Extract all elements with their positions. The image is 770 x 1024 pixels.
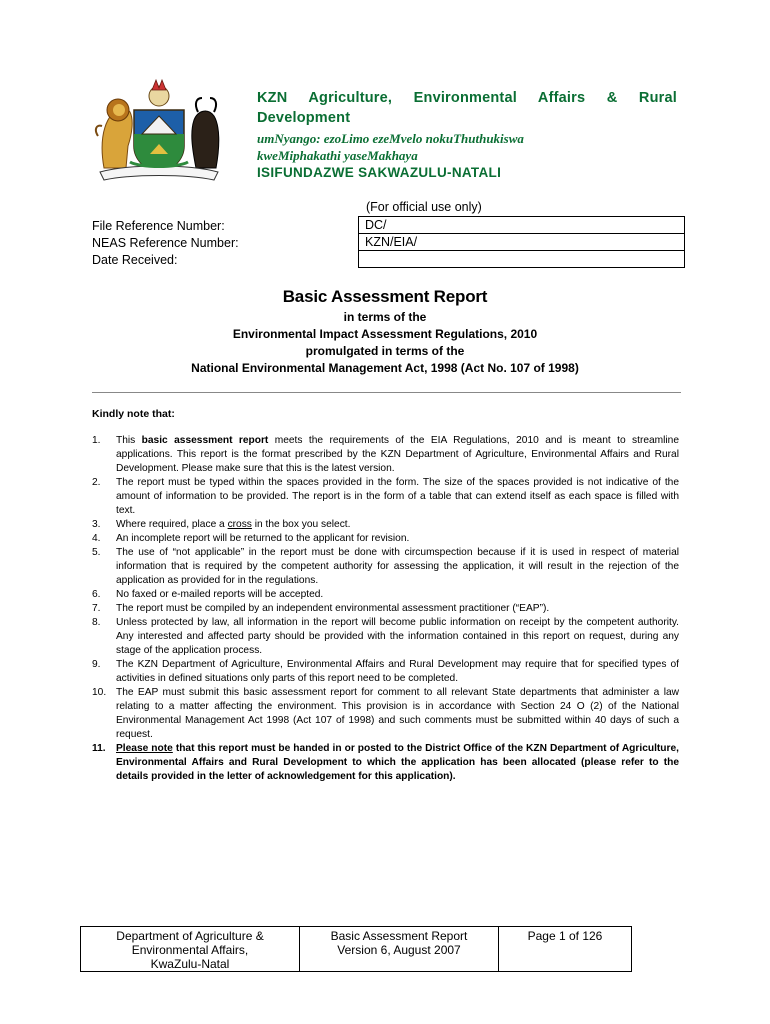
list-item: 5. The use of “not applicable” in the report must be done with circumspection because if it is used in respect of material information that is required by the competent authority for assessing the application, it will result in the rejection of the application as provided for in the regulations.	[92, 547, 679, 586]
footer-document: Basic Assessment Report Version 6, August 2007	[300, 927, 499, 972]
notes-list	[92, 434, 679, 784]
list-item: 4. An incomplete report will be returned to the applicant for revision.	[92, 533, 410, 544]
list-item: 8. Unless protected by law, all information in the report will become public information on receipt by the competent authority. Any interested and affected party should be provided with the information contained in this report on request, during any stage of the application process.	[92, 617, 679, 656]
department-title: KZN Agriculture, Environmental Affairs & Rural Development	[257, 90, 677, 126]
list-item: 2. The report must be typed within the spaces provided in the form. The size of the spaces provided is not indicative of the amount of information to be provided. The report is in the form of a table that can extend itself as each space is filled with text.	[92, 477, 679, 516]
kzn-coat-of-arms-icon	[90, 76, 228, 186]
report-title: Basic Assessment Report	[282, 287, 488, 306]
list-item: 7. The report must be compiled by an independent environmental assessment practitioner (“EAP”).	[92, 603, 550, 614]
list-item: 6. No faxed or e-mailed reports will be accepted.	[92, 589, 324, 600]
list-item: 10. The EAP must submit this basic assessment report for comment to all relevant State departments that administer a law relating to a matter affecting the environment. This provision is in accordance with Section 24 O (2) of the National Environmental Management Act 1998 (Act 107 of 1998) and such comments must be submitted within 40 days of such a request.	[92, 687, 679, 740]
subtitle-line-4: National Environmental Management Act, 1998 (Act No. 107 of 1998)	[191, 361, 579, 375]
file-reference-label: File Reference Number:	[92, 219, 225, 233]
subtitle-line-1: in terms of the	[343, 310, 427, 324]
page-footer	[80, 926, 632, 972]
neas-reference-label: NEAS Reference Number:	[92, 236, 239, 250]
official-use-heading: (For official use only)	[366, 200, 482, 214]
reference-labels	[92, 218, 239, 269]
footer-page-number: Page 1 of 126	[499, 927, 632, 972]
subtitle-line-3: promulgated in terms of the	[305, 344, 465, 358]
date-received-field[interactable]	[359, 251, 685, 268]
file-reference-field[interactable]: DC/	[359, 217, 685, 234]
subtitle-line-2: Environmental Impact Assessment Regulations, 2010	[232, 327, 538, 341]
department-zulu-name	[257, 130, 677, 164]
zulu-line-2: kweMiphakathi yaseMakhaya	[257, 148, 418, 163]
list-item: 11. Please note that this report must be handed in or posted to the District Office of the KZN Department of Agriculture, Environmental Affairs and Rural Development to which the application has been allocated (please refer to the details provided in the letter of acknowledgement for this application).	[92, 743, 679, 782]
divider	[92, 392, 681, 393]
date-received-label: Date Received:	[92, 253, 178, 267]
notes-heading: Kindly note that:	[92, 408, 175, 420]
list-item: 9. The KZN Department of Agriculture, Environmental Affairs and Rural Development may require that for specified types of activities in defined situations only parts of this report need to be completed.	[92, 659, 679, 684]
list-item: 3. Where required, place a cross in the box you select.	[92, 519, 351, 530]
footer-department: Department of Agriculture & Environmental Affairs, KwaZulu-Natal	[81, 927, 300, 972]
official-use-table	[358, 216, 685, 268]
list-item: 1. This basic assessment report meets the requirements of the EIA Regulations, 2010 and is meant to streamline applications. This report is the format prescribed by the KZN Department of Agriculture, Environmental Affairs and Rural Development. Please make sure that this is the latest version.	[92, 435, 680, 474]
zulu-line-1: umNyango: ezoLimo ezeMvelo nokuThuthukiswa	[257, 131, 524, 146]
province-name: ISIFUNDAZWE SAKWAZULU-NATALI	[257, 165, 502, 180]
neas-reference-field[interactable]: KZN/EIA/	[359, 234, 685, 251]
